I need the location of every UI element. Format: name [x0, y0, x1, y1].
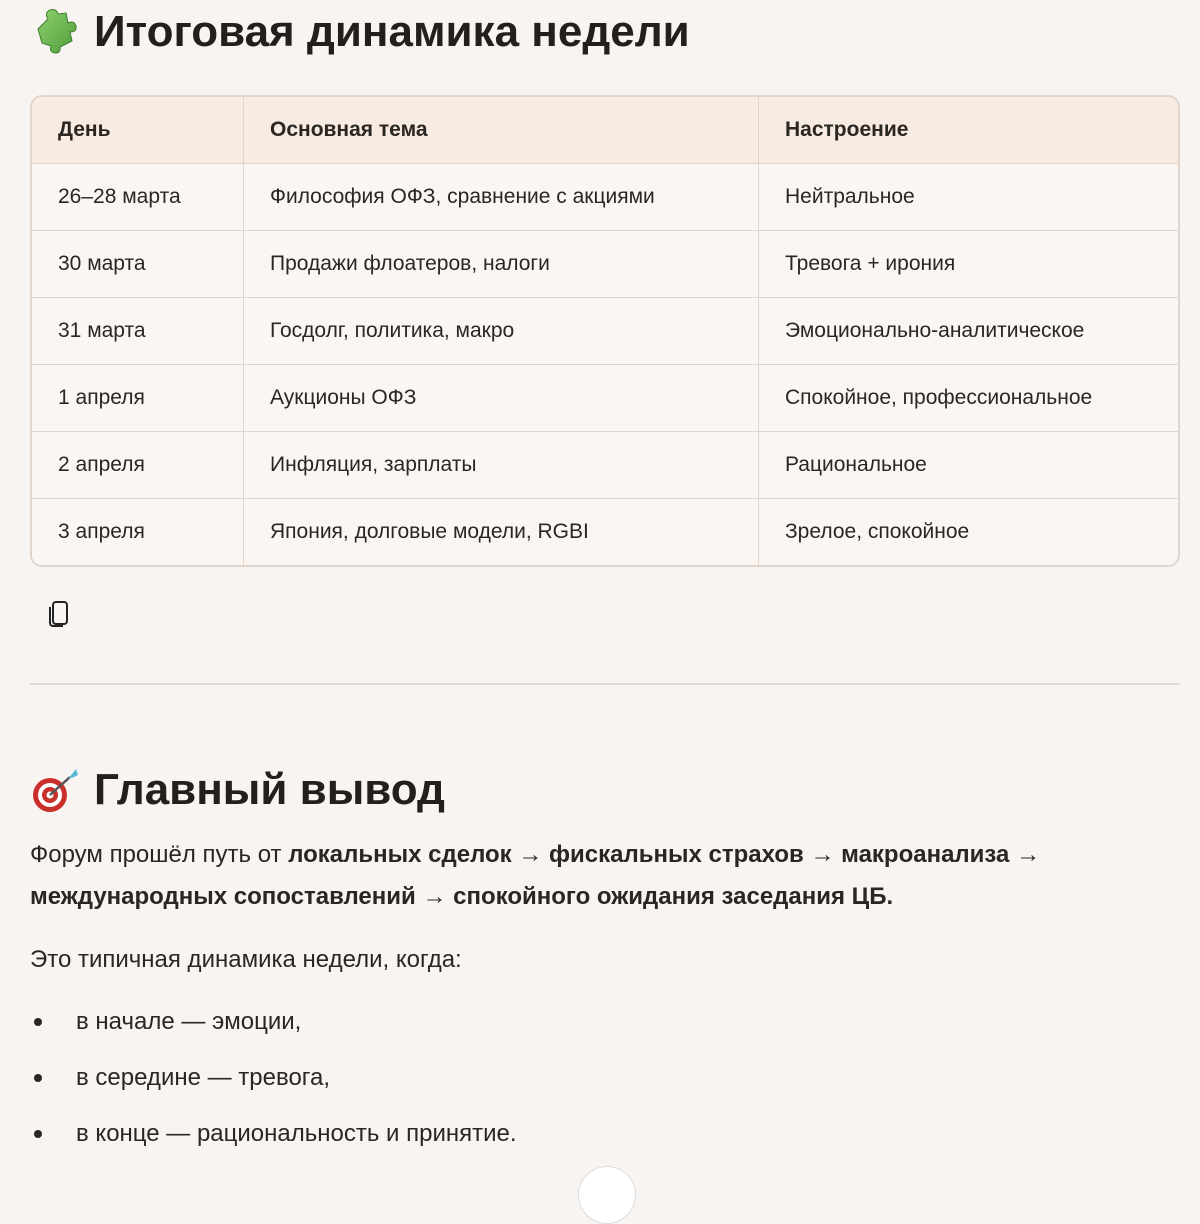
cell-day: 30 марта [32, 231, 244, 298]
text: Форум прошёл путь от [30, 841, 289, 868]
column-header-day: День [32, 97, 244, 164]
emphasized-step: локальных сделок [288, 841, 512, 868]
emphasized-step: международных сопоставлений [30, 883, 416, 910]
conclusion-paragraph [30, 834, 1130, 918]
table-row [32, 298, 1178, 365]
table-row [32, 164, 1178, 231]
weekly-dynamics-table [30, 95, 1180, 567]
cell-mood: Тревога + ирония [759, 231, 1178, 298]
section-title: Главный вывод [94, 765, 445, 814]
target-dart-icon [30, 765, 80, 815]
section-heading-main-conclusion [30, 762, 445, 818]
column-header-mood: Настроение [759, 97, 1178, 164]
table-row [32, 365, 1178, 432]
arrow: → [415, 883, 454, 910]
cell-topic: Философия ОФЗ, сравнение с акциями [244, 164, 759, 231]
emphasized-step: фискальных страхов [549, 841, 804, 868]
cell-mood: Нейтральное [759, 164, 1178, 231]
list-item: в начале — эмоции, [30, 1000, 517, 1056]
cell-topic: Аукционы ОФЗ [244, 365, 759, 432]
emphasized-step: спокойного ожидания заседания ЦБ [453, 883, 887, 910]
table-row [32, 231, 1178, 298]
arrow: → [1009, 841, 1041, 868]
section-heading-weekly-dynamics [30, 4, 690, 60]
emphasized-step: макроанализа [841, 841, 1010, 868]
cell-topic: Япония, долговые модели, RGBI [244, 499, 759, 565]
table-row [32, 432, 1178, 499]
table-row [32, 499, 1178, 565]
divider [30, 683, 1180, 685]
cell-day: 2 апреля [32, 432, 244, 499]
section-title: Итоговая динамика недели [94, 7, 690, 56]
cell-mood: Эмоционально-аналитическое [759, 298, 1178, 365]
arrow: → [511, 841, 550, 868]
copy-table-button[interactable] [46, 600, 72, 628]
cell-mood: Зрелое, спокойное [759, 499, 1178, 565]
arrow: → [803, 841, 842, 868]
cell-day: 26–28 марта [32, 164, 244, 231]
list-item: в середине — тревога, [30, 1056, 517, 1112]
text: . [886, 883, 894, 910]
cell-day: 31 марта [32, 298, 244, 365]
cell-mood: Спокойное, профессиональное [759, 365, 1178, 432]
cell-mood: Рациональное [759, 432, 1178, 499]
cell-day: 3 апреля [32, 499, 244, 565]
puzzle-piece-icon [30, 7, 80, 57]
intro-paragraph: Это типичная динамика недели, когда: [30, 946, 462, 973]
column-header-topic: Основная тема [244, 97, 759, 164]
cell-topic: Инфляция, зарплаты [244, 432, 759, 499]
cell-day: 1 апреля [32, 365, 244, 432]
cell-topic: Госдолг, политика, макро [244, 298, 759, 365]
bullet-list [30, 1000, 517, 1168]
list-item: в конце — рациональность и принятие. [30, 1112, 517, 1168]
cell-topic: Продажи флоатеров, налоги [244, 231, 759, 298]
table-header-row [32, 97, 1178, 164]
scroll-to-bottom-button[interactable] [578, 1166, 636, 1224]
